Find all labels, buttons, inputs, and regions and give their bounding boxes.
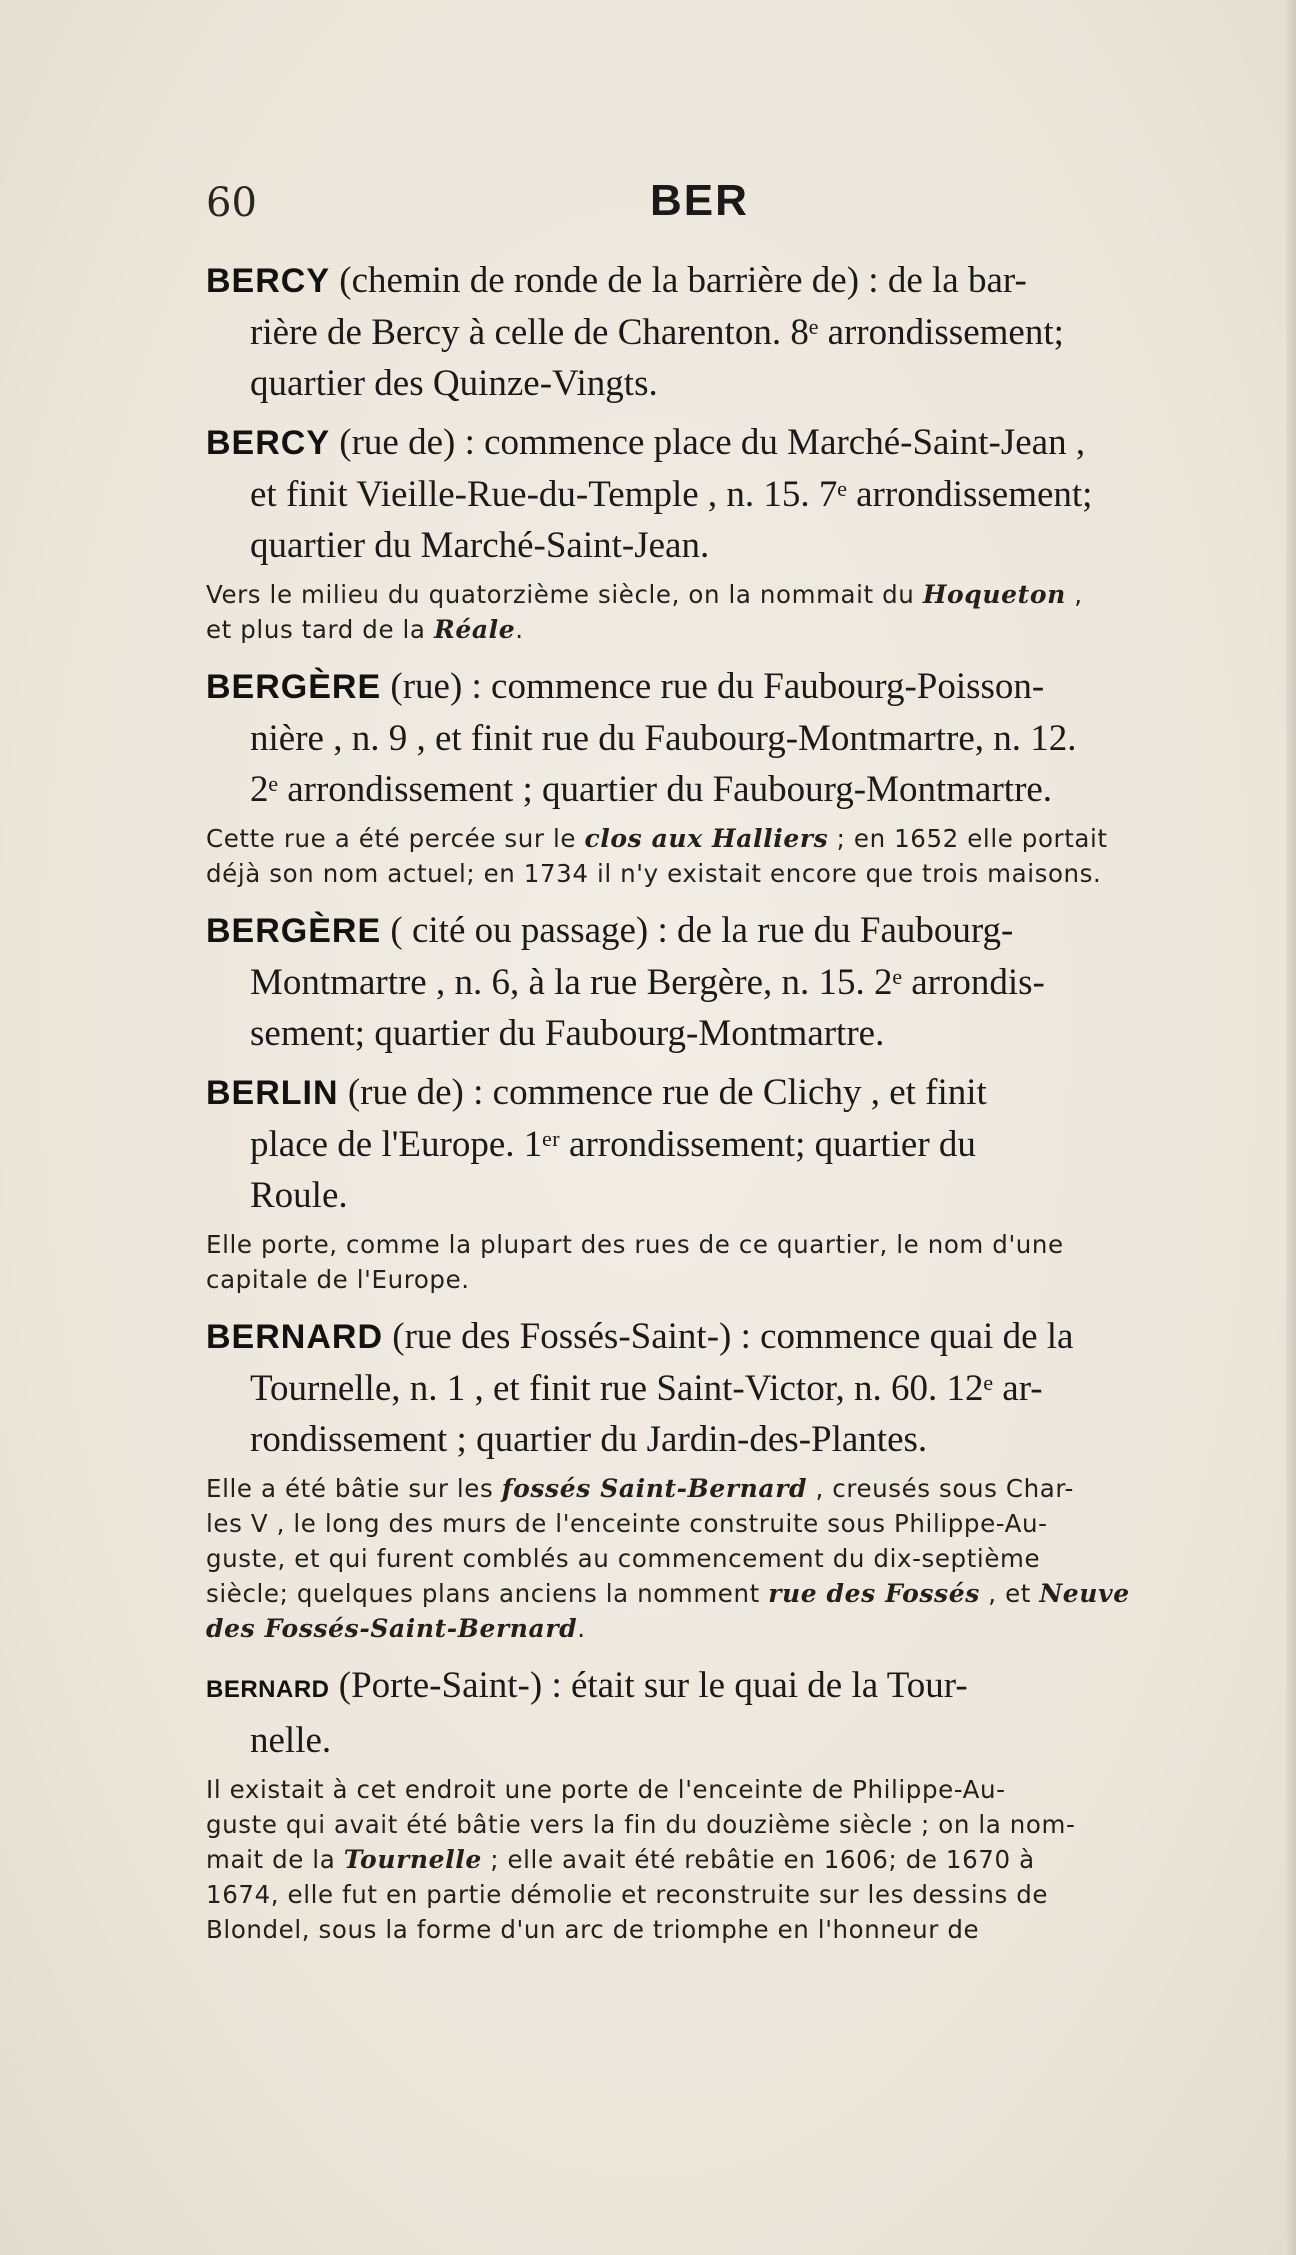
note-line xyxy=(206,1506,1236,1541)
headword: BERGÈRE xyxy=(206,668,382,706)
dictionary-entry xyxy=(206,661,1236,891)
historical-note xyxy=(206,577,1236,647)
headword: BERCY xyxy=(206,424,331,462)
entry-text: Roule. xyxy=(250,1175,348,1216)
entry-text: sement; quartier du Faubourg-Montmartre. xyxy=(250,1013,885,1054)
entry-text: ( cité ou passage) : de la rue du Faubourg- xyxy=(381,910,1014,951)
note-text: Cette rue a été percée sur le xyxy=(206,824,585,853)
dictionary-entry xyxy=(206,905,1236,1059)
dictionary-entry xyxy=(206,1311,1236,1646)
dictionary-entry xyxy=(206,417,1236,647)
note-line xyxy=(206,821,1236,856)
entry-first-line xyxy=(206,1311,1236,1363)
entry-text: (rue de) : commence rue de Clichy , et finit xyxy=(338,1072,987,1113)
note-text: Blondel, sous la forme d'un arc de triomphe en l'honneur de xyxy=(206,1915,980,1944)
note-text: Il existait à cet endroit une porte de l'enceinte de Philippe-Au- xyxy=(206,1775,1006,1804)
note-italic-term: Neuve xyxy=(1039,1579,1130,1608)
entry-text: 2ᵉ arrondissement ; quartier du Faubourg-Montmartre. xyxy=(250,769,1053,810)
entry-text: quartier du Marché-Saint-Jean. xyxy=(250,525,710,566)
entry-text: Tournelle, n. 1 , et finit rue Saint-Victor, n. 60. 12ᵉ ar- xyxy=(250,1368,1043,1409)
entry-continuation-line xyxy=(206,1170,1236,1221)
entry-text: (chemin de ronde de la barrière de) : de la bar- xyxy=(330,260,1027,301)
entry-first-line xyxy=(206,1067,1236,1119)
historical-note xyxy=(206,1227,1236,1297)
page-edge-shadow xyxy=(1286,0,1296,2255)
headword: BERGÈRE xyxy=(206,912,382,950)
entry-continuation-line xyxy=(206,307,1236,358)
entry-continuation-line xyxy=(206,358,1236,409)
entry-continuation-line xyxy=(206,1414,1236,1465)
note-line xyxy=(206,612,1236,647)
note-line xyxy=(206,1611,1236,1646)
dictionary-entry xyxy=(206,1660,1236,1947)
note-text: ; elle avait été rebâtie en 1606; de 1670 à xyxy=(481,1845,1035,1874)
page-number: 60 xyxy=(206,180,257,226)
note-line xyxy=(206,1772,1236,1807)
note-text: guste qui avait été bâtie vers la fin du douzième siècle ; on la nom- xyxy=(206,1810,1076,1839)
note-text: déjà son nom actuel; en 1734 il n'y existait encore que trois maisons. xyxy=(206,859,1102,888)
entry-text: (rue de) : commence place du Marché-Saint-Jean , xyxy=(330,422,1086,463)
historical-note xyxy=(206,821,1236,891)
note-line xyxy=(206,1912,1236,1947)
note-italic-term: clos aux Halliers xyxy=(584,824,829,853)
note-line xyxy=(206,1541,1236,1576)
note-italic-term: rue des Fossés xyxy=(768,1579,980,1608)
headword: BERLIN xyxy=(206,1074,339,1112)
entry-continuation-line xyxy=(206,469,1236,520)
note-text: Elle a été bâtie sur les xyxy=(206,1474,502,1503)
note-italic-term: des Fossés-Saint-Bernard xyxy=(206,1614,578,1643)
note-text: guste, et qui furent comblés au commencement du dix-septième xyxy=(206,1544,1041,1573)
note-line xyxy=(206,577,1236,612)
note-text: mait de la xyxy=(206,1845,344,1874)
note-line xyxy=(206,1842,1236,1877)
note-text: , creusés sous Char- xyxy=(807,1474,1074,1503)
dictionary-entry xyxy=(206,255,1236,409)
entry-continuation-line xyxy=(206,713,1236,764)
entry-first-line xyxy=(206,905,1236,957)
note-line xyxy=(206,1227,1236,1262)
note-text: ; en 1652 elle portait xyxy=(828,824,1108,853)
note-text: Vers le milieu du quatorzième siècle, on la nommait du xyxy=(206,580,923,609)
note-line xyxy=(206,1471,1236,1506)
note-text: , et xyxy=(979,1579,1040,1608)
entry-continuation-line xyxy=(206,957,1236,1008)
note-line xyxy=(206,1576,1236,1611)
headword: BERNARD xyxy=(206,1318,383,1356)
note-text: 1674, elle fut en partie démolie et reconstruite sur les dessins de xyxy=(206,1880,1049,1909)
note-italic-term: Hoqueton xyxy=(922,580,1066,609)
entry-text: quartier des Quinze-Vingts. xyxy=(250,363,658,404)
entry-continuation-line xyxy=(206,1119,1236,1170)
entry-first-line xyxy=(206,1660,1236,1715)
entry-text: rière de Bercy à celle de Charenton. 8ᵉ arrondissement; xyxy=(250,312,1064,353)
headword: BERNARD xyxy=(206,1676,330,1703)
note-text: . xyxy=(515,615,524,644)
note-line xyxy=(206,856,1236,891)
note-italic-term: Tournelle xyxy=(343,1845,482,1874)
note-text: siècle; quelques plans anciens la nomment xyxy=(206,1579,769,1608)
entry-first-line xyxy=(206,255,1236,307)
entry-continuation-line xyxy=(206,520,1236,571)
entry-text: et finit Vieille-Rue-du-Temple , n. 15. 7ᵉ arrondissement; xyxy=(250,474,1093,515)
note-text: . xyxy=(577,1614,586,1643)
entry-continuation-line xyxy=(206,1363,1236,1414)
note-line xyxy=(206,1877,1236,1912)
entry-text: nelle. xyxy=(250,1720,332,1761)
note-text: et plus tard de la xyxy=(206,615,434,644)
dictionary-entry xyxy=(206,1067,1236,1297)
entry-text: place de l'Europe. 1ᵉʳ arrondissement; quartier du xyxy=(250,1124,976,1165)
entry-text: nière , n. 9 , et finit rue du Faubourg-Montmartre, n. 12. xyxy=(250,718,1077,759)
note-italic-term: Réale xyxy=(433,615,516,644)
entry-first-line xyxy=(206,661,1236,713)
note-text: les V , le long des murs de l'enceinte construite sous Philippe-Au- xyxy=(206,1509,1048,1538)
entry-text: (rue des Fossés-Saint-) : commence quai de la xyxy=(383,1316,1074,1357)
entry-continuation-line xyxy=(206,764,1236,815)
page-header xyxy=(206,176,1236,240)
note-text: capitale de l'Europe. xyxy=(206,1265,470,1294)
note-line xyxy=(206,1262,1236,1297)
entry-continuation-line xyxy=(206,1008,1236,1059)
note-line xyxy=(206,1807,1236,1842)
entry-text: (Porte-Saint-) : était sur le quai de la Tour- xyxy=(329,1665,968,1706)
entry-text: Montmartre , n. 6, à la rue Bergère, n. 15. 2ᵉ arrondis- xyxy=(250,962,1045,1003)
note-text: Elle porte, comme la plupart des rues de ce quartier, le nom d'une xyxy=(206,1230,1064,1259)
historical-note xyxy=(206,1471,1236,1646)
dictionary-entries xyxy=(206,255,1236,1961)
entry-continuation-line xyxy=(206,1715,1236,1766)
entry-text: (rue) : commence rue du Faubourg-Poisson- xyxy=(381,666,1045,707)
entry-first-line xyxy=(206,417,1236,469)
historical-note xyxy=(206,1772,1236,1947)
running-head: BER xyxy=(650,176,749,225)
note-text: , xyxy=(1065,580,1083,609)
note-italic-term: fossés Saint-Bernard xyxy=(501,1474,808,1503)
headword: BERCY xyxy=(206,262,331,300)
entry-text: rondissement ; quartier du Jardin-des-Plantes. xyxy=(250,1419,928,1460)
